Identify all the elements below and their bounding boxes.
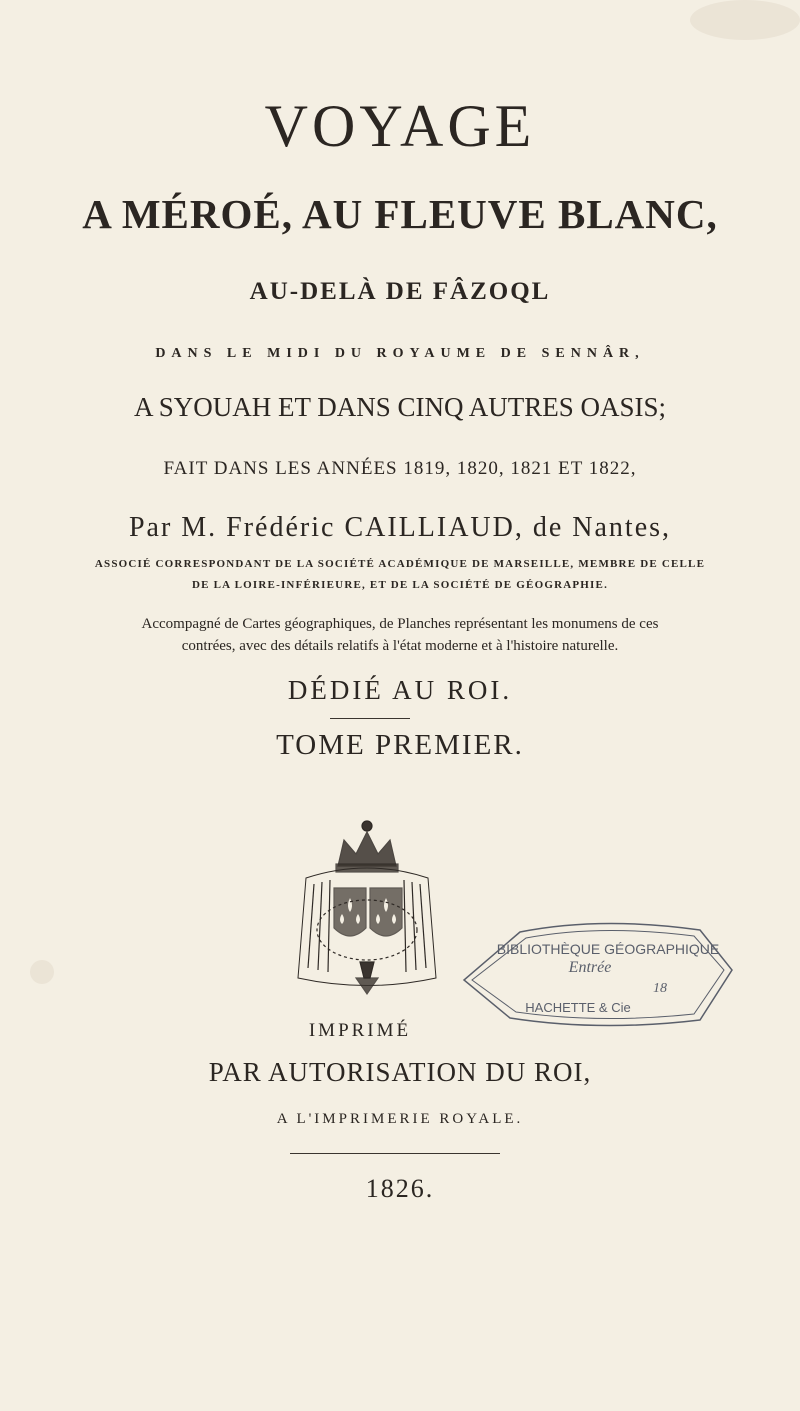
stamp-bottom-text: HACHETTE & Cie	[525, 1000, 631, 1015]
dedication: DÉDIÉ AU ROI.	[287, 675, 513, 705]
subtitle-line-4: A SYOUAH ET DANS CINQ AUTRES OASIS;	[133, 392, 667, 422]
subtitle-line-1: A MÉROÉ, AU FLEUVE BLANC,	[82, 191, 718, 237]
divider-rule	[290, 1153, 500, 1154]
author-affiliation-line-2: DE LA LOIRE-INFÉRIEURE, ET DE LA SOCIÉTÉ DE GÉOGRAPHIE.	[191, 579, 609, 591]
subtitle-line-3: DANS LE MIDI DU ROYAUME DE SENNÂR,	[155, 346, 645, 361]
imprint-printer: A L'IMPRIMERIE ROYALE.	[276, 1111, 524, 1127]
publication-year: 1826.	[365, 1174, 435, 1203]
library-stamp-icon	[460, 920, 742, 1028]
royal-coat-of-arms-icon	[286, 818, 448, 998]
author-affiliation-line-1: ASSOCIÉ CORRESPONDANT DE LA SOCIÉTÉ ACADÉMIQUE DE MARSEILLE, MEMBRE DE CELLE	[94, 558, 706, 570]
stamp-top-text: BIBLIOTHÈQUE GÉOGRAPHIQUE	[496, 941, 720, 957]
paper-stain	[690, 0, 800, 40]
divider-rule	[330, 718, 410, 719]
author-line: Par M. Frédéric CAILLIAUD, de Nantes,	[128, 512, 672, 543]
contents-note-line-2: contrées, avec des détails relatifs à l'état moderne et à l'histoire naturelle.	[181, 638, 619, 654]
stamp-number: 18	[653, 981, 667, 996]
travel-dates: FAIT DANS LES ANNÉES 1819, 1820, 1821 ET 1822,	[163, 458, 637, 479]
volume-label: TOME PREMIER.	[276, 729, 524, 761]
stamp-middle-text: Entrée	[568, 959, 612, 976]
contents-note-line-1: Accompagné de Cartes géographiques, de Planches représentant les monumens de ces	[141, 616, 659, 632]
book-title: VOYAGE	[264, 93, 536, 159]
paper-stain	[30, 960, 54, 984]
imprint-authorisation: PAR AUTORISATION DU ROI,	[208, 1057, 592, 1087]
subtitle-line-2: AU-DELÀ DE FÂZOQL	[249, 278, 551, 305]
imprint-word: IMPRIMÉ	[308, 1020, 412, 1041]
